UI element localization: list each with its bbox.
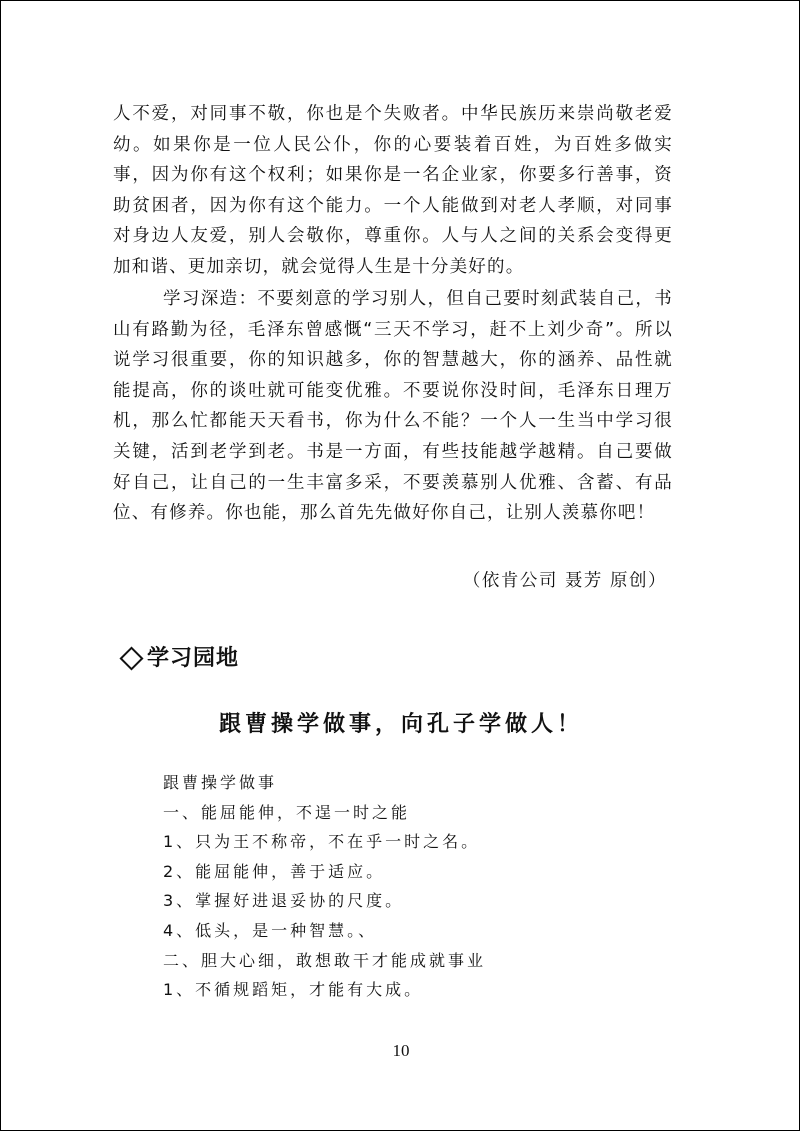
outline-line: 跟曹操学做事: [163, 773, 278, 792]
section-heading: [119, 641, 239, 672]
article-outline: [163, 768, 486, 1005]
outline-line: 4、低头，是一种智慧。、: [163, 920, 378, 940]
outline-line: 3、掌握好进退妥协的尺度。: [163, 891, 405, 911]
article-title: 跟曹操学做事，向孔子学做人！: [218, 712, 583, 737]
diamond-bullet-icon: [119, 646, 143, 670]
body-paragraph-1: [113, 99, 673, 283]
paragraph-text: 人不爱，对同事不敬，你也是个失败者。中华民族历来崇尚敬老爱幼。如果你是一位人民公仆，你的心要装着百姓，为百姓多做实事，因为你有这个权利；如果你是一名企业家，你要多行善事，资助贫困者，因为你有这个能力。一个人能做到对老人孝顺，对同事对身边人友爱，别人会敬你，尊重你。人与人之间的关系会变得更加和谐、更加亲切，就会觉得人生是十分美好的。: [113, 104, 673, 277]
author-signature: （依肯公司 聂芳 原创）: [462, 571, 667, 591]
body-paragraph-2: [113, 284, 673, 529]
page-number: 10: [392, 1041, 410, 1060]
outline-line: 一、能屈能伸，不逞一时之能: [163, 802, 411, 822]
outline-line: 二、胆大心细，敢想敢干才能成就事业: [163, 950, 487, 970]
paragraph-text: 学习深造：不要刻意的学习别人，但自己要时刻武装自己，书山有路勤为径，毛泽东曾感慨“三天不学习，赶不上刘少奇”。所以说学习很重要，你的知识越多，你的智慧越大，你的涵养、品性就能提高，你的谈吐就可能变优雅。不要说你没时间，毛泽东日理万机，那么忙都能天天看书，你为什么不能？一个人一生当中学习很关键，活到老学到老。书是一方面，有些技能越学越精。自己要做好自己，让自己的一生丰富多采，不要羡慕别人优雅、含蓄、有品位、有修养。你也能，那么首先先做好你自己，让别人羡慕你吧！: [113, 289, 673, 524]
outline-line: 2、能屈能伸，善于适应。: [163, 861, 386, 881]
section-heading-text: 学习园地: [147, 646, 240, 671]
outline-line: 1、不循规蹈矩，才能有大成。: [163, 980, 424, 1000]
outline-line: 1、只为王不称帝，不在乎一时之名。: [163, 832, 481, 852]
